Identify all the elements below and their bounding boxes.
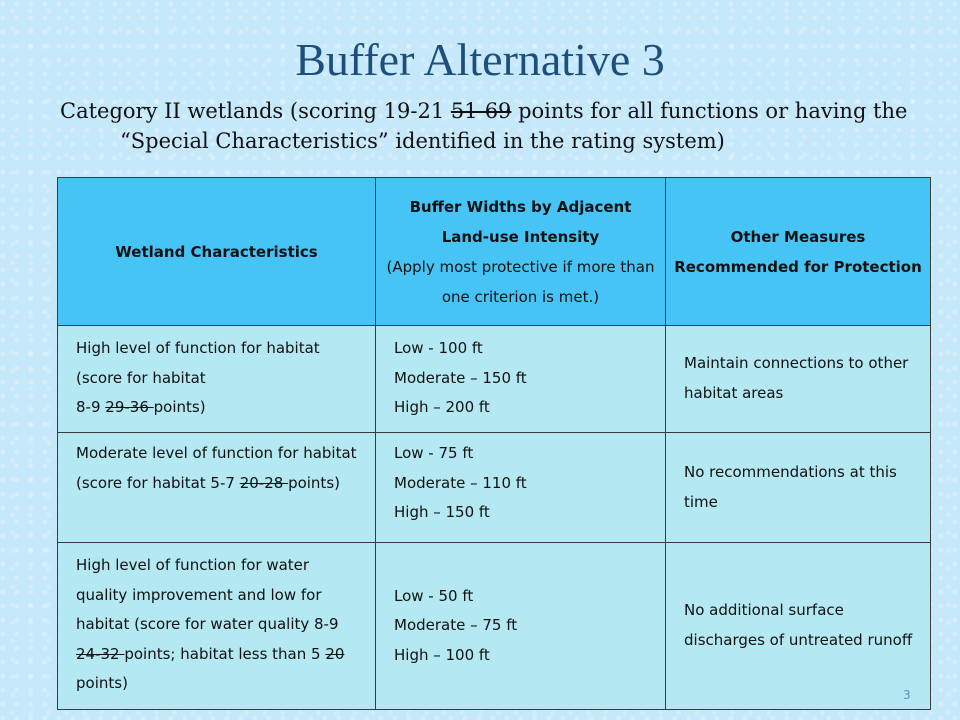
char-struck-text: 24-32	[76, 644, 125, 663]
header-buffer-widths	[376, 178, 666, 326]
width-high: High – 100 ft	[394, 645, 490, 664]
subtitle-text-after: points for all functions or having the “Special Characteristics” identified in the rating system)	[120, 99, 908, 153]
width-high: High – 150 ft	[394, 503, 490, 522]
cell-buffer-widths	[376, 433, 666, 543]
subtitle-struck-text: 51-69	[450, 99, 512, 123]
table-row	[58, 433, 931, 543]
table-header-row	[58, 178, 931, 326]
width-high: High – 200 ft	[394, 398, 490, 417]
header-other-measures: Other Measures Recommended for Protection	[666, 178, 931, 326]
char-text: High level of function for habitat (score for habitat	[76, 339, 320, 387]
char-text: High level of function for water quality improvement and low for habitat (score for water quality 8-9	[76, 556, 339, 634]
header-buffer-widths-title: Buffer Widths by Adjacent Land-use Intensity	[409, 197, 632, 246]
cell-characteristics	[58, 326, 376, 433]
cell-buffer-widths	[376, 543, 666, 710]
char-text: points; habitat less than 5	[124, 644, 326, 663]
width-moderate: Moderate – 110 ft	[394, 473, 527, 492]
cell-other-measures: No recommendations at this time	[666, 433, 931, 543]
width-moderate: Moderate – 75 ft	[394, 616, 518, 635]
width-low: Low - 100 ft	[394, 339, 483, 357]
char-text: points)	[76, 674, 128, 693]
cell-other-measures: Maintain connections to other habitat areas	[666, 326, 931, 433]
page-number: 3	[903, 688, 911, 702]
slide-title: Buffer Alternative 3	[295, 34, 665, 85]
width-low: Low - 75 ft	[394, 444, 474, 462]
char-text: 8-9	[76, 398, 106, 417]
char-struck-text: 20-28	[239, 473, 289, 492]
char-struck-text: 20	[325, 644, 345, 663]
width-moderate: Moderate – 150 ft	[394, 368, 527, 387]
char-struck-text: 29-36	[105, 398, 154, 417]
slide-subtitle	[60, 96, 960, 156]
cell-characteristics	[58, 543, 376, 710]
header-wetland-characteristics: Wetland Characteristics	[58, 178, 376, 326]
cell-characteristics	[58, 433, 376, 543]
cell-other-measures: No additional surface discharges of untreated runoff	[666, 543, 931, 710]
header-buffer-widths-note: (Apply most protective if more than one criterion is met.)	[386, 257, 655, 306]
width-low: Low - 50 ft	[394, 586, 474, 605]
char-text: points)	[288, 473, 340, 492]
char-text: points)	[153, 398, 206, 417]
table-row	[58, 543, 931, 710]
buffer-table	[57, 177, 931, 710]
char-text: Moderate level of function for habitat (score for habitat 5-7	[76, 444, 357, 492]
table-row	[58, 326, 931, 433]
cell-buffer-widths	[376, 326, 666, 433]
subtitle-text-before: Category II wetlands (scoring 19-21	[60, 99, 451, 123]
